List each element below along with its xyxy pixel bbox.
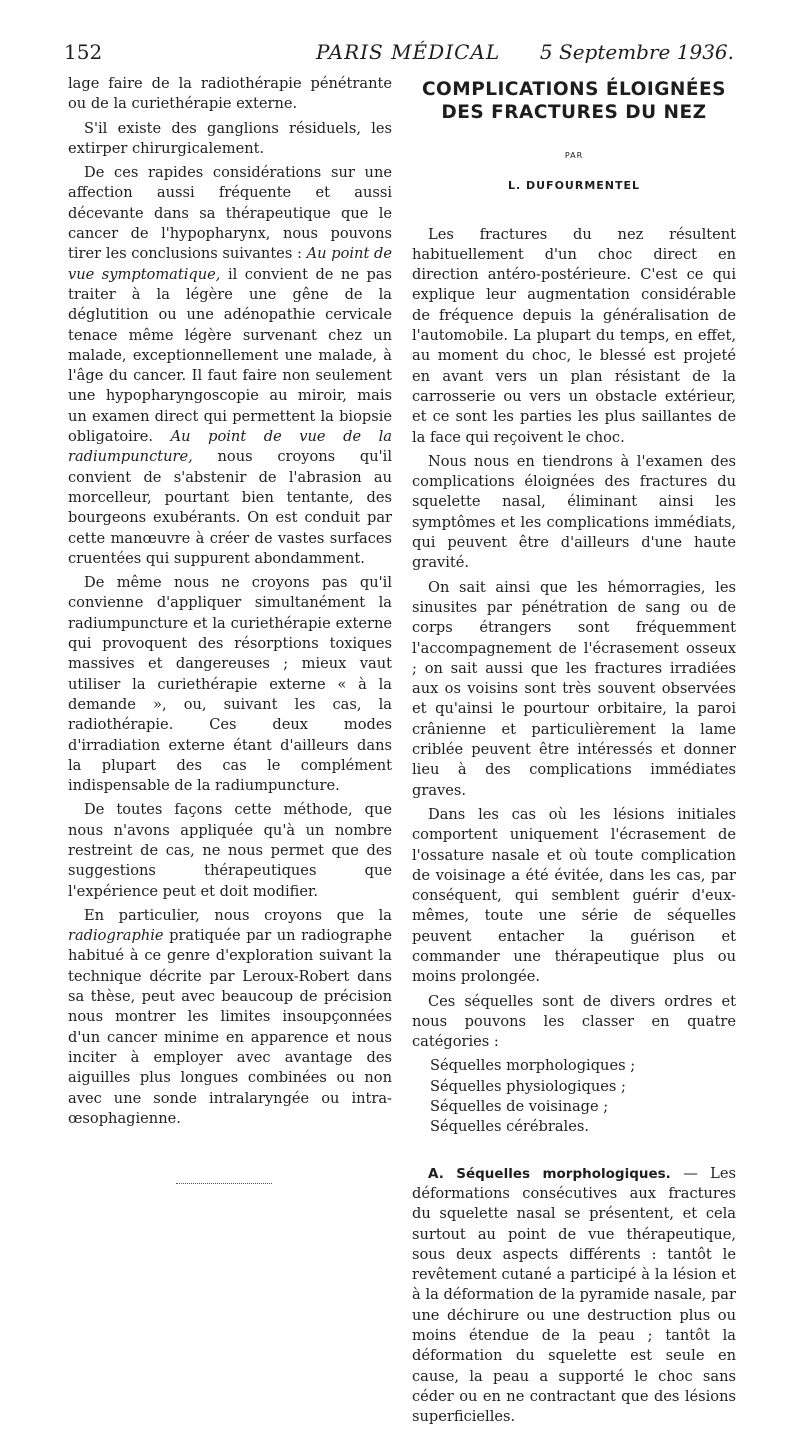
author-name: L. DUFOURMENTEL xyxy=(507,179,641,193)
paragraph-conclusions xyxy=(68,163,392,569)
emphasis: radiographie xyxy=(68,927,164,945)
paragraph: De même nous ne croyons pas qu'il convienne d'appliquer simultanément la radiumpuncture et la curiethérapie externe qui provoquent des résorptions toxiques massives et dangereuses ; mieux vaut utiliser la curiethérapie externe « à la demande », ou, suivant les cas, la radiothérapie. Ces deux modes d'irradiation externe étant d'ailleurs dans la plupart des cas le complément indispensable de la radiumpuncture. xyxy=(68,574,392,795)
title-line: DES FRACTURES DU NEZ xyxy=(441,102,707,123)
paragraph: De toutes façons cette méthode, que nous n'avons appliquée qu'à un nombre restreint de cas, ne nous permet que des suggestions thérapeutiques que l'expérience peut et doit modifier. xyxy=(68,801,392,900)
issue-date: 5 Septembre 1936. xyxy=(539,40,734,64)
paragraph: lage faire de la radiothérapie pénétrante ou de la curiethérapie externe. xyxy=(68,75,392,113)
paragraph: Les fractures du nez résultent habituellement d'un choc direct en direction antéro-postérieure. C'est ce qui explique leur augmentation considérable de fréquence depuis la généralisation de l'automobile. La plupart du temps, en effet, au moment du choc, le blessé est projeté en avant vers un plan résistant de la carrosserie ou vers un obstacle extérieur, et ce sont les parties les plus saillantes de la face qui reçoivent le choc. xyxy=(412,225,736,446)
text-run: De ces rapides considérations sur une affection aussi fréquente et aussi décevante dans sa thérapeutique que le cancer de l'hypopharynx, nous pouvons tirer les conclusions suivantes : xyxy=(68,164,392,263)
paragraph: On sait ainsi que les hémorragies, les sinusites par pénétration de sang ou de corps étrangers sont fréquemment l'accompagnement de l'écrasement osseux ; on sait aussi que les fractures irradiées aux os voisins sont très souvent observées et qu'ainsi le pourtour orbitaire, la paroi crânienne et particulièrement la lame criblée peuvent être intéressés et donner lieu à des complications immédiates graves. xyxy=(412,578,736,799)
spacer xyxy=(412,1138,736,1164)
emphasis: Au point de vue symptomatique, xyxy=(68,245,392,283)
paragraph: S'il existe des ganglions résiduels, les extirper chirurgicalement. xyxy=(68,119,392,157)
list-item: Séquelles physiologiques ; xyxy=(430,1077,626,1095)
text-run: nous croyons qu'il convient de s'abstenir de l'abrasion au morcelleur, pourtant bien tentante, des bourgeons exubérants. On est conduit par cette manœuvre à créer de vastes surfaces cruentées qui suppurent abondamment. xyxy=(68,448,392,567)
page-number: 152 xyxy=(64,40,103,64)
paragraph: Nous nous en tiendrons à l'examen des complications éloignées des fractures du squelette nasal, éliminant ainsi les symptômes et les complications immédiats, qui peuvent être d'ailleurs d'une haute gravité. xyxy=(412,452,736,572)
paragraph-radiography xyxy=(68,906,392,1129)
byline-par: PAR xyxy=(564,151,584,160)
paragraph: Ces séquelles sont de divers ordres et nous pouvons les classer en quatre catégories : xyxy=(412,992,736,1051)
section-divider xyxy=(176,1183,272,1184)
left-column xyxy=(68,74,392,1184)
paragraph: Dans les cas où les lésions initiales comportent uniquement l'écrasement de l'ossature nasale et où toute complication de voisinage a été évitée, dans les cas, par conséquent, qui semblent guérir d'eux-mêmes, toute une série de séquelles peuvent entacher la guérison et commander une thérapeutique plus ou moins prolongée. xyxy=(412,805,736,986)
text-run: il convient de ne pas traiter à la légère une gêne de la déglutition ou une adénopathie cervicale tenace même légère survenant chez un malade, exceptionnellement une malade, à l'âge du cancer. Il faut faire non seulement une hypopharyngoscopie au miroir, mais un examen direct qui permettent la biopsie obligatoire. xyxy=(68,265,392,446)
article-title xyxy=(412,78,736,124)
list-item: Séquelles cérébrales. xyxy=(430,1118,589,1136)
paragraph-section-a xyxy=(412,1164,736,1428)
section-heading: A. Séquelles morphologiques. xyxy=(428,1165,671,1182)
right-column xyxy=(412,74,736,1432)
list-item: Séquelles de voisinage ; xyxy=(430,1098,609,1116)
text-run: En particulier, nous croyons que la xyxy=(84,906,392,924)
list-item: Séquelles morphologiques ; xyxy=(430,1057,636,1075)
emphasis: Au point de vue de la radiumpuncture, xyxy=(68,428,392,466)
title-line: COMPLICATIONS ÉLOIGNÉES xyxy=(421,79,727,100)
text-run: — Les déformations consécutives aux fractures du squelette nasal se présentent, et cela surtout au point de vue thérapeutique, sous deux aspects différents : tantôt le revêtement cutané a participé à la lésion et à la déformation de la pyramide nasale, par une déchirure ou une destruction plus ou moins étendue de la peau ; tantôt la déformation du squelette est seule en cause, la peau a supporté le choc sans céder ou en ne contractant que des lésions superficielles. xyxy=(412,1164,736,1426)
text-run: pratiquée par un radiographe habitué à ce genre d'exploration suivant la technique décrite par Leroux-Robert dans sa thèse, peut avec beaucoup de précision nous montrer les limites insoupçonnées d'un cancer minime en apparence et nous inciter à employer avec avantage des aiguilles plus longues combinées ou non avec une sonde intralaryngée ou intra-œsophagienne. xyxy=(68,927,392,1127)
journal-title: PARIS MÉDICAL xyxy=(316,40,501,64)
sequelae-list xyxy=(430,1056,736,1137)
